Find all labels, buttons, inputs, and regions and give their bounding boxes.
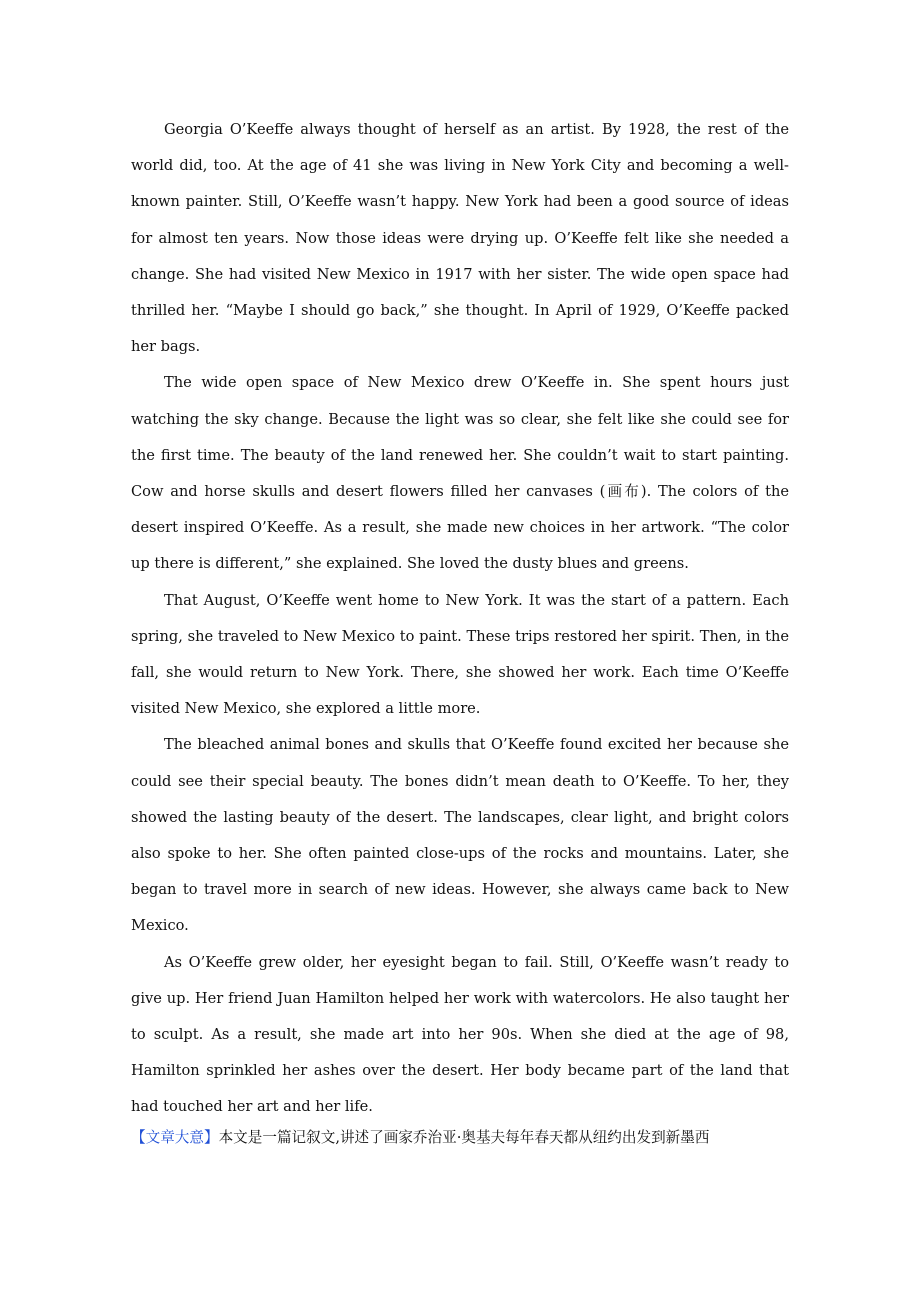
- summary-line: [131, 1123, 789, 1153]
- paragraph-4: The bleached animal bones and skulls that O’Keeffe found excited her because she could see their special beauty. The bones didn’t mean death to O’Keeffe. To her, they showed the lasting beauty of the desert. The landscapes, clear light, and bright colors also spoke to her. She often painted close-ups of the rocks and mountains. Later, she began to travel more in search of new ideas. However, she always came back to New Mexico.: [131, 736, 789, 935]
- paragraph-1: Georgia O’Keeffe always thought of herself as an artist. By 1928, the rest of the world did, too. At the age of 41 she was living in New York City and becoming a well-known painter. Still, O’Keeffe wasn’t happy. New York had been a good source of ideas for almost ten years. Now those ideas were drying up. O’Keeffe felt like she needed a change. She had visited New Mexico in 1917 with her sister. The wide open space had thrilled her. “Maybe I should go back,” she thought. In April of 1929, O’Keeffe packed her bags.: [131, 121, 789, 356]
- paragraph-3: That August, O’Keeffe went home to New York. It was the start of a pattern. Each spring, she traveled to New Mexico to paint. These trips restored her spirit. Then, in the fall, she would return to New York. There, she showed her work. Each time O’Keeffe visited New Mexico, she explored a little more.: [131, 591, 789, 718]
- paragraph-2: The wide open space of New Mexico drew O’Keeffe in. She spent hours just watching the sky change. Because the light was so clear, she felt like she could see for the first time. The beauty of the land renewed her. She couldn’t wait to start painting. Cow and horse skulls and desert flowers filled her canvases (画布). The colors of the desert inspired O’Keeffe. As a result, she made new choices in her artwork. “The color up there is different,” she explained. She loved the dusty blues and greens.: [131, 374, 789, 573]
- article-body: [131, 112, 789, 1153]
- summary-text: 本文是一篇记叙文,讲述了画家乔治亚·奥基夫每年春天都从纽约出发到新墨西: [218, 1128, 710, 1146]
- paragraph-5: As O’Keeffe grew older, her eyesight began to fail. Still, O’Keeffe wasn’t ready to give up. Her friend Juan Hamilton helped her work with watercolors. He also taught her to sculpt. As a result, she made art into her 90s. When she died at the age of 98, Hamilton sprinkled her ashes over the desert. Her body became part of the land that had touched her art and her life.: [131, 953, 789, 1116]
- summary-tag: 【文章大意】: [131, 1128, 219, 1146]
